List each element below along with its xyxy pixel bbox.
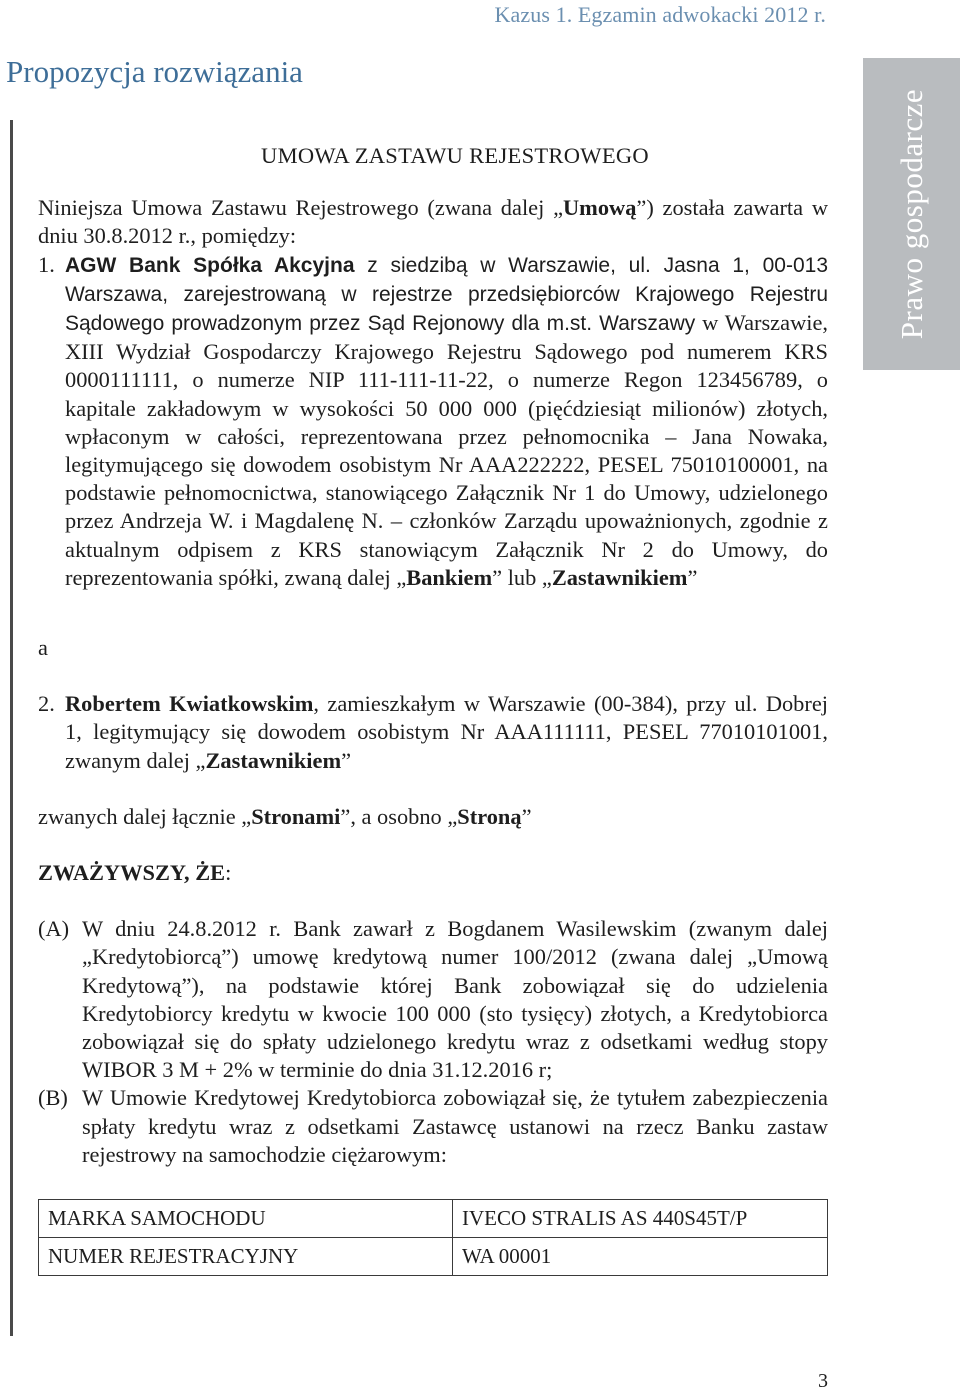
party-2-number: 2.: [38, 691, 55, 717]
party-1-name: AGW Bank Spółka Akcyjna: [65, 253, 355, 277]
joint-term-party: Stroną: [457, 803, 522, 829]
party-1-number: 1.: [38, 251, 55, 277]
whereas-colon: :: [225, 860, 232, 886]
whereas-heading: [38, 859, 828, 887]
party-1-text: w Warszawie, XIII Wydział Gospodarczy Krajowego Rejestru Sądowego pod numerem KRS 0000111111, o numerze NIP 111-111-11-22, o numerze Regon 123456789, o kapitale zakładowym w wysokości 50 000 000 (pięćdziesiąt milionów) złotych, wpłaconym w całości, reprezentowana przez pełnomocnika – Jana Nowaka, legitymującego się dowodem osobistym Nr AAA222222, PESEL 75010100001, na podstawie pełnomocnictwa, stanowiącego Załącznik Nr 1 do Umowy, udzielonego przez Andrzeja W. i Magdalenę N. – członków Zarządu upoważnionych, zgodnie z aktualnym odpisem z KRS stanowiącym Załącznik Nr 2 do Umowy, do reprezentowania spółki, zwaną dalej „: [65, 310, 828, 590]
page-number: 3: [818, 1370, 828, 1392]
registration-label: NUMER REJESTRACYJNY: [39, 1238, 453, 1276]
joint-term-parties: Stronami: [251, 803, 341, 829]
party-2-text: , zamieszkałym w Warszawie (00-384), przy ul. Dobrej 1, legitymujący się dowodem osobistym Nr AAA111111, PESEL 77010101001, zwanym dalej „: [65, 691, 828, 773]
clause-b: [38, 1084, 828, 1169]
clause-a-label: (A): [38, 916, 70, 942]
party-1-end: ”: [687, 564, 698, 590]
party-1-text-sans: z siedzibą w Warszawie, ul. Jasna 1, 00-013 Warszawa, zarejestrowaną w rejestrze przedsiębiorców Krajowego Rejestru Sądowego prowadzonym przez Sąd Rejonowy dla m.st. Warszawy: [65, 253, 829, 336]
table-row: [39, 1200, 828, 1238]
party-2-end: ”: [341, 747, 352, 773]
side-tab: [863, 58, 960, 370]
party-1: [38, 251, 828, 592]
clause-b-label: (B): [38, 1085, 68, 1111]
intro-text-c: ”) została zawarta w dniu 30.8.2012 r., pomiędzy:: [38, 195, 828, 249]
vehicle-make-value: IVECO STRALIS AS 440S45T/P: [453, 1200, 828, 1238]
vehicle-make-label: MARKA SAMOCHODU: [39, 1200, 453, 1238]
joint-text-e: ”: [521, 803, 532, 829]
clause-b-text: W Umowie Kredytowej Kredytobiorca zobowiązał się, że tytułem zabezpieczenia spłaty kredytu wraz z odsetkami Zastawcę ustanowi na rzecz Banku zastaw rejestrowy na samochodzie ciężarowym:: [82, 1085, 828, 1167]
intro-defined-term: Umową: [563, 195, 637, 221]
registration-value: WA 00001: [453, 1238, 828, 1276]
table-row: [39, 1238, 828, 1276]
joint-text-c: ”, a osobno „: [340, 803, 458, 829]
running-header: Kazus 1. Egzamin adwokacki 2012 r.: [494, 2, 826, 27]
conjunction: a: [38, 635, 48, 661]
clause-a-text: W dniu 24.8.2012 r. Bank zawarł z Bogdanem Wasilewskim (zwanym dalej „Kredytobiorcą”) umowę kredytową numer 100/2012 (zwana dalej „Umową Kredytową”), na podstawie której Bank zobowiązał się do udzielenia Kredytobiorcy kredytu w kwocie 100 000 (sto tysięcy) złotych, a Kredytobiorca zobowiązał się do spłaty udzielonego kredytu wraz z odsetkami według stopy WIBOR 3 M + 2% w terminie do dnia 31.12.2016 r;: [82, 916, 828, 1083]
contract-title: UMOWA ZASTAWU REJESTROWEGO: [261, 143, 649, 168]
party-1-alias-pledgee: Zastawnikiem: [551, 564, 688, 590]
intro-paragraph: [38, 194, 828, 250]
left-margin-rule: [10, 120, 13, 1336]
party-2: [38, 690, 828, 775]
whereas-text: ZWAŻYWSZY, ŻE: [38, 860, 226, 886]
joint-text-a: zwanych dalej łącznie „: [38, 803, 252, 829]
party-2-name: Robertem Kwiatkowskim: [65, 691, 314, 717]
side-tab-label: Prawo gospodarcze: [893, 88, 929, 340]
joint-definition: [38, 803, 828, 831]
vehicle-table: [38, 1199, 828, 1276]
contract-body: [38, 142, 828, 1276]
party-1-alias-bank: Bankiem: [406, 564, 493, 590]
intro-text-a: Niniejsza Umowa Zastawu Rejestrowego (zwana dalej „: [38, 195, 564, 221]
party-1-between: ” lub „: [492, 564, 552, 590]
clause-a: [38, 915, 828, 1084]
party-2-alias: Zastawnikiem: [205, 747, 342, 773]
section-heading: Propozycja rozwiązania: [6, 54, 303, 89]
